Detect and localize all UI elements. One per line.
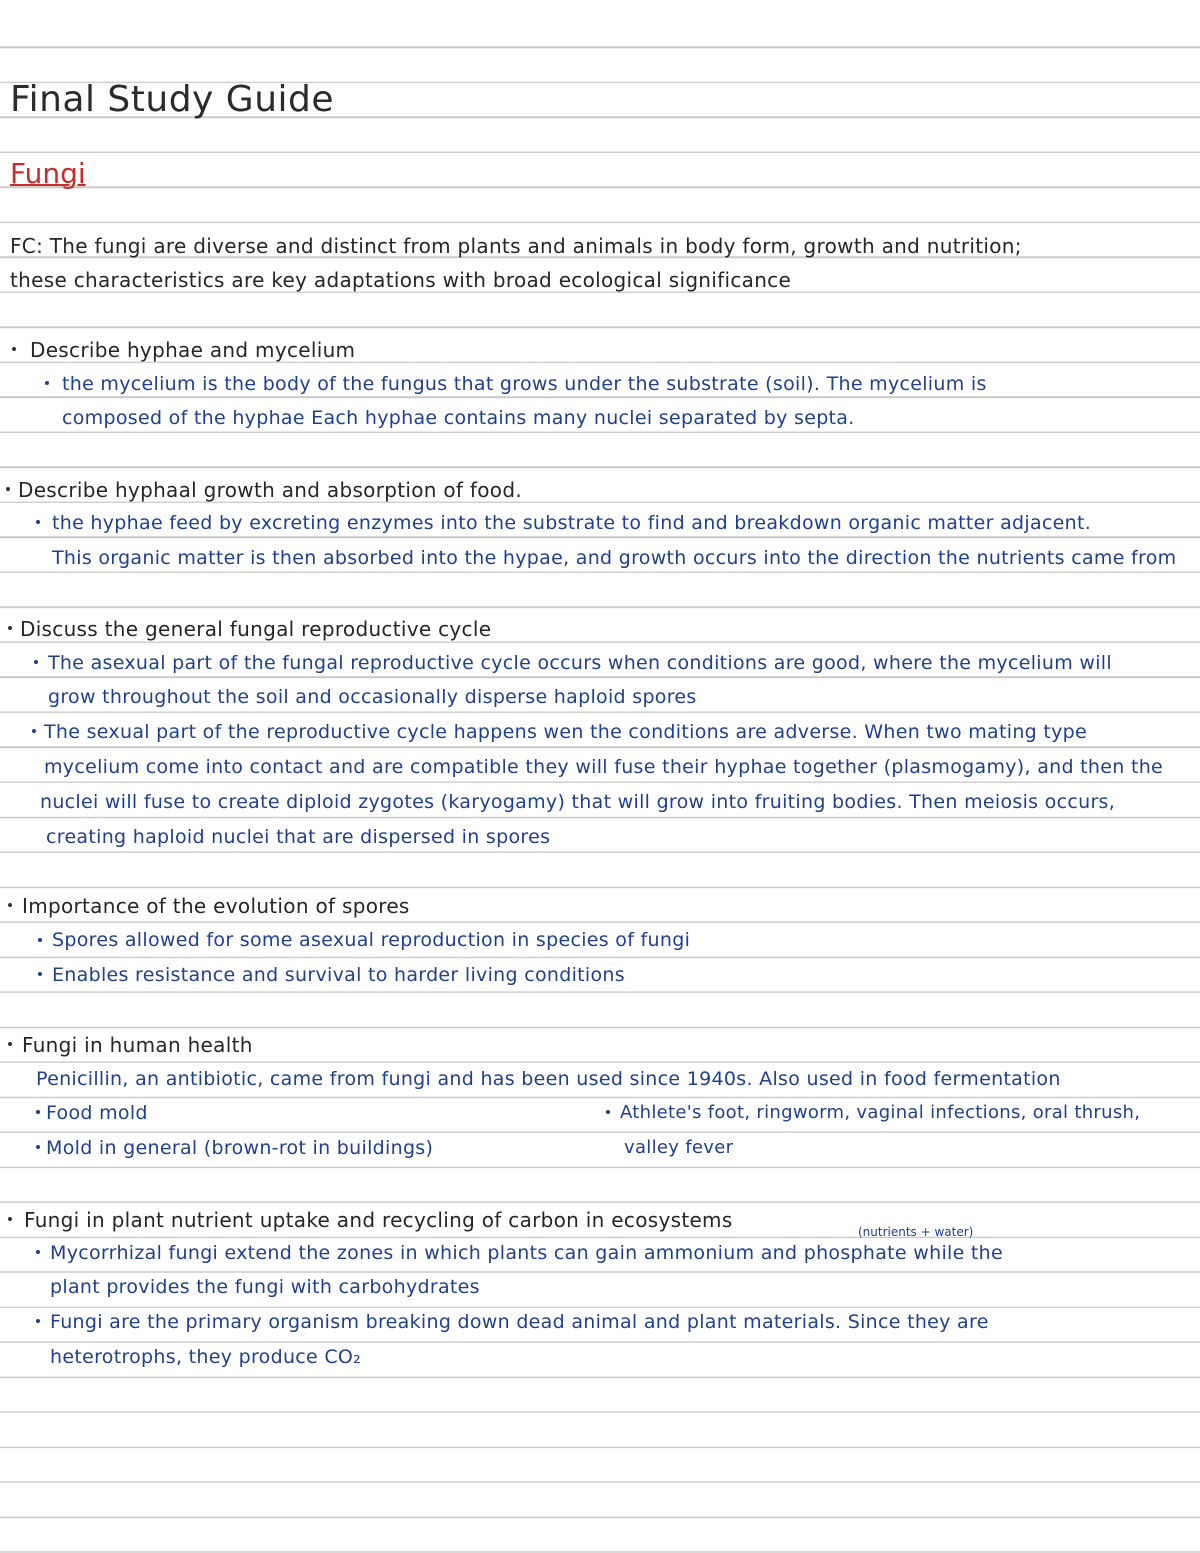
question-fungi-human-health: Fungi in human health <box>22 1033 253 1057</box>
answer-line: This organic matter is then absorbed into the hypae, and growth occurs into the direction the nutrients came from <box>52 547 1177 569</box>
answer-line: The asexual part of the fungal reproductive cycle occurs when conditions are good, where the mycelium will <box>48 652 1112 674</box>
bullet-dot <box>8 1042 12 1046</box>
question-evolution-of-spores: Importance of the evolution of spores <box>22 894 410 918</box>
section-heading-fungi: Fungi <box>10 157 86 190</box>
answer-line: plant provides the fungi with carbohydrates <box>50 1276 480 1298</box>
bullet-dot <box>36 520 40 524</box>
margin-note: (nutrients + water) <box>858 1225 974 1239</box>
answer-line: Mycorrhizal fungi extend the zones in which plants can gain ammonium and phosphate while the <box>50 1242 1004 1264</box>
bullet-dot <box>38 972 42 976</box>
answer-line: Athlete's foot, ringworm, vaginal infections, oral thrush, <box>620 1102 1141 1123</box>
question-hyphae-mycelium: Describe hyphae and mycelium <box>30 338 356 362</box>
question-hyphal-growth: Describe hyphaal growth and absorption of food. <box>18 478 522 502</box>
answer-line: valley fever <box>624 1137 734 1158</box>
bullet-dot <box>36 1145 40 1149</box>
answer-line: Penicillin, an antibiotic, came from fungi and has been used since 1940s. Also used in food fermentation <box>36 1068 1061 1090</box>
answer-line: grow throughout the soil and occasionally disperse haploid spores <box>48 686 697 708</box>
answer-line: heterotrophs, they produce CO₂ <box>50 1346 362 1368</box>
focus-concept-line-2: these characteristics are key adaptations with broad ecological significance <box>10 268 792 292</box>
bullet-dot <box>32 729 36 733</box>
bullet-dot <box>6 487 10 491</box>
bullet-dot <box>34 660 38 664</box>
answer-line: Food mold <box>46 1102 148 1124</box>
question-reproductive-cycle: Discuss the general fungal reproductive cycle <box>20 617 492 641</box>
answer-line: The sexual part of the reproductive cycle happens wen the conditions are adverse. When two mating type <box>44 721 1088 743</box>
bullet-dot <box>36 1250 40 1254</box>
bullet-dot <box>38 938 42 942</box>
bullet-dot <box>36 1319 40 1323</box>
bullet-dot <box>606 1110 610 1114</box>
focus-concept-line-1: FC: The fungi are diverse and distinct from plants and animals in body form, growth and nutrition; <box>10 234 1022 258</box>
answer-line: nuclei will fuse to create diploid zygotes (karyogamy) that will grow into fruiting bodies. Then meiosis occurs, <box>40 791 1116 813</box>
bullet-dot <box>45 381 49 385</box>
answer-line: Spores allowed for some asexual reproduction in species of fungi <box>52 929 691 951</box>
bullet-dot <box>12 347 16 351</box>
page-title: Final Study Guide <box>10 79 335 120</box>
bullet-dot <box>8 626 12 630</box>
answer-line: the hyphae feed by excreting enzymes into the substrate to find and breakdown organic matter adjacent. <box>52 512 1092 534</box>
answer-line: Mold in general (brown-rot in buildings) <box>46 1137 434 1159</box>
bullet-dot <box>8 1217 12 1221</box>
answer-line: creating haploid nuclei that are dispersed in spores <box>46 826 551 848</box>
answer-line: Enables resistance and survival to harder living conditions <box>52 964 625 986</box>
bullet-dot <box>8 903 12 907</box>
answer-line: composed of the hyphae Each hyphae contains many nuclei separated by septa. <box>62 407 855 429</box>
bullet-dot <box>36 1110 40 1114</box>
answer-line: mycelium come into contact and are compatible they will fuse their hyphae together (plasmogamy), and then the <box>44 756 1164 778</box>
answer-line: the mycelium is the body of the fungus that grows under the substrate (soil). The mycelium is <box>62 373 987 395</box>
answer-line: Fungi are the primary organism breaking down dead animal and plant materials. Since they are <box>50 1311 989 1333</box>
question-plant-nutrient-uptake: Fungi in plant nutrient uptake and recycling of carbon in ecosystems <box>24 1208 733 1232</box>
